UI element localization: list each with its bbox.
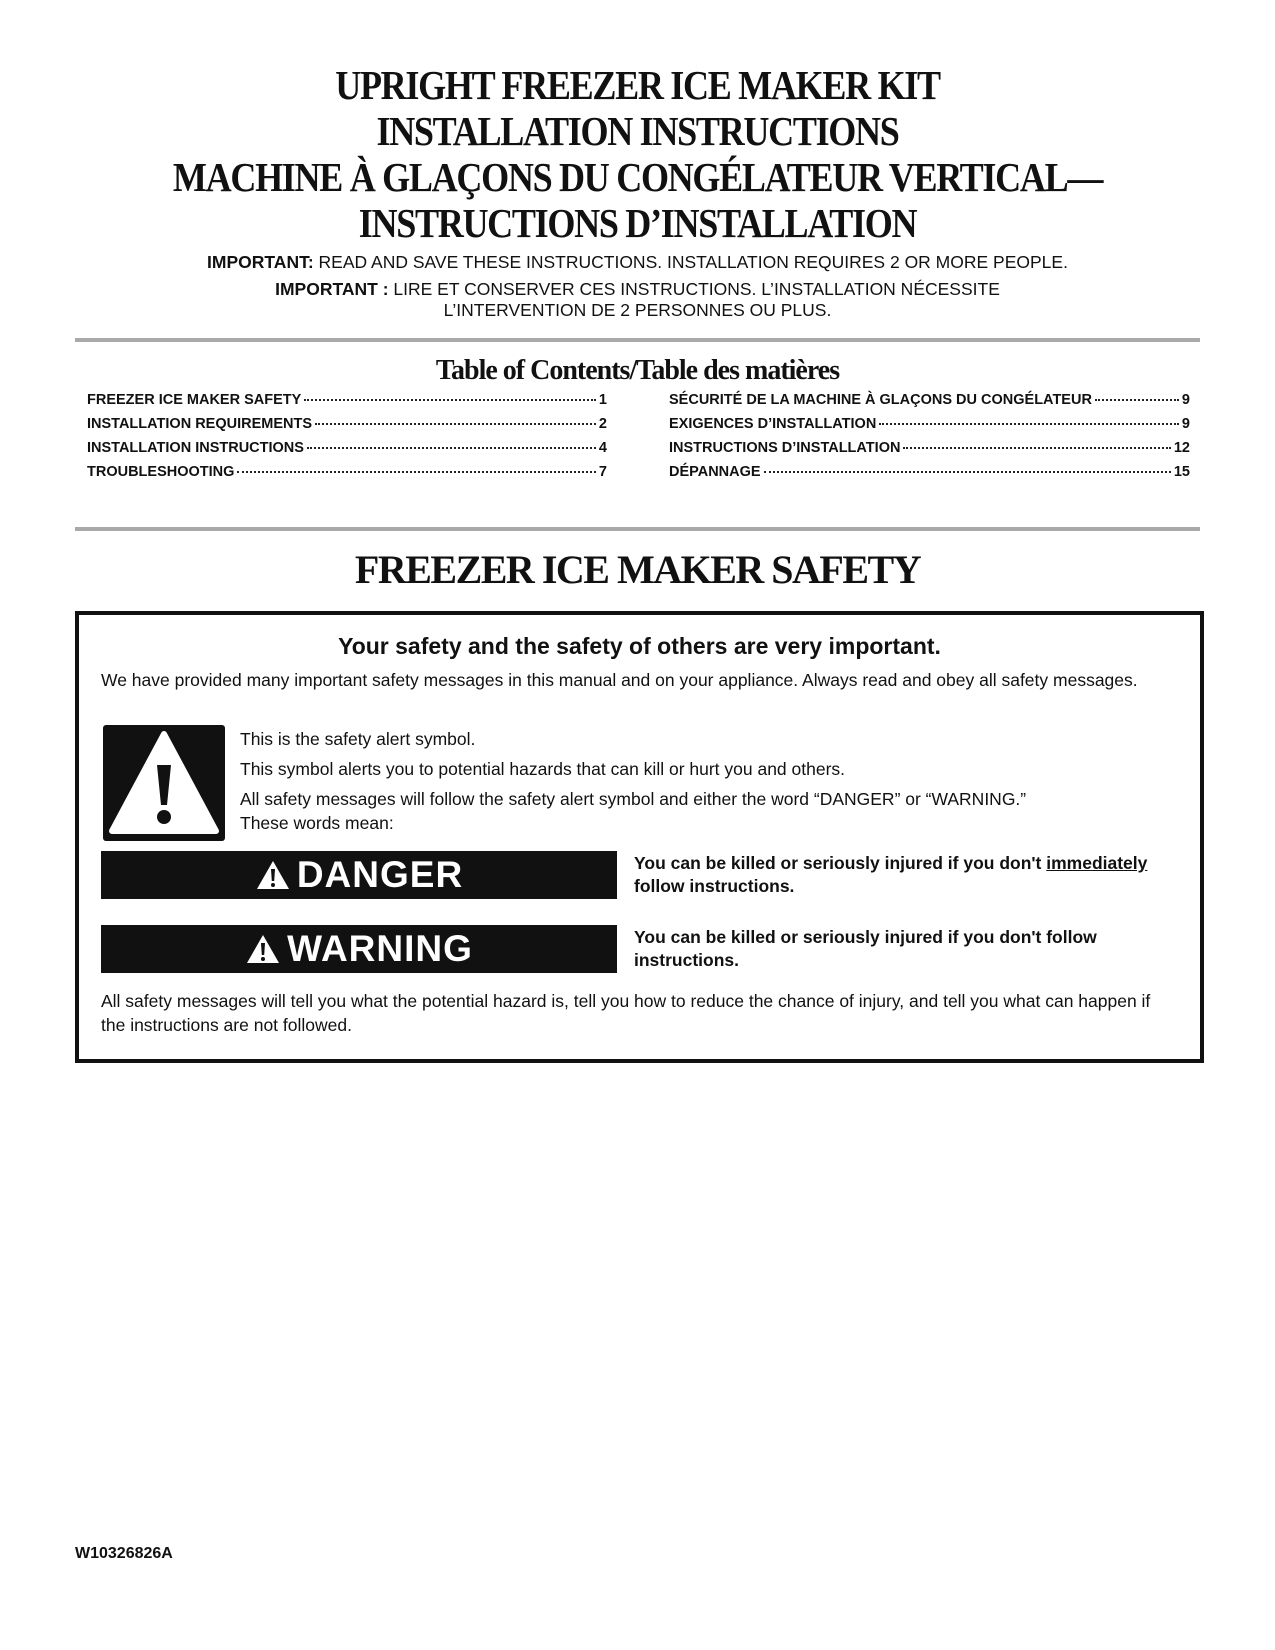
title-line-3: MACHINE À GLAÇONS DU CONGÉLATEUR VERTICAL— xyxy=(172,154,1103,200)
danger-desc-text-end: follow instructions. xyxy=(634,876,795,896)
important-label-en: IMPORTANT: xyxy=(207,252,314,272)
safety-alert-symbol-icon xyxy=(103,725,225,841)
toc-leader xyxy=(237,471,596,473)
toc-entry[interactable] xyxy=(87,464,607,488)
warning-description: You can be killed or seriously injured if you don't follow instructions. xyxy=(634,927,1097,970)
danger-desc-text: You can be killed or seriously injured if you don't xyxy=(634,853,1047,873)
section-title: FREEZER ICE MAKER SAFETY xyxy=(354,547,921,592)
safety-intro: We have provided many important safety messages in this manual and on your appliance. Always read and obey all safety messages. xyxy=(101,670,1138,690)
toc-entry-label: EXIGENCES D’INSTALLATION xyxy=(669,416,877,432)
toc-entry[interactable] xyxy=(87,392,607,416)
danger-signal-bar xyxy=(101,851,617,899)
toc-entry-label: TROUBLESHOOTING xyxy=(87,464,235,480)
toc-entry-page: 9 xyxy=(1181,392,1190,408)
toc-entry-page: 9 xyxy=(1181,416,1190,432)
toc-column-fr xyxy=(669,392,1190,488)
danger-alert-icon xyxy=(255,859,291,891)
alert-line: This is the safety alert symbol. xyxy=(240,729,476,749)
toc-entry-page: 4 xyxy=(598,440,607,456)
toc-entry-page: 2 xyxy=(598,416,607,432)
danger-description xyxy=(634,852,1179,898)
document-number: W10326826A xyxy=(75,1545,173,1562)
toc-entry[interactable] xyxy=(669,416,1190,440)
alert-triangle-icon xyxy=(103,725,225,841)
toc-entry-page: 15 xyxy=(1173,464,1190,480)
toc-entry[interactable] xyxy=(669,440,1190,464)
title-line-2: INSTALLATION INSTRUCTIONS xyxy=(376,108,899,154)
toc-entry-page: 12 xyxy=(1173,440,1190,456)
alert-line: This symbol alerts you to potential hazards that can kill or hurt you and others. xyxy=(240,759,846,779)
divider xyxy=(75,527,1200,531)
toc-leader xyxy=(315,423,596,425)
safety-footer: All safety messages will tell you what the potential hazard is, tell you how to reduce the chance of injury, and tell you what can happen if the instructions are not followed. xyxy=(101,991,1151,1035)
important-text-fr-line2: L’INTERVENTION DE 2 PERSONNES OU PLUS. xyxy=(443,300,832,320)
toc-entry[interactable] xyxy=(669,392,1190,416)
toc-entry-label: INSTRUCTIONS D’INSTALLATION xyxy=(669,440,901,456)
important-text-fr: LIRE ET CONSERVER CES INSTRUCTIONS. L’INSTALLATION NÉCESSITE xyxy=(388,279,1000,299)
toc-column-en xyxy=(87,392,607,488)
divider xyxy=(75,338,1200,342)
safety-alert-text xyxy=(240,727,1180,835)
alert-line: All safety messages will follow the safety alert symbol and either the word “DANGER” or “WARNING.” xyxy=(240,789,1027,809)
important-text-en: READ AND SAVE THESE INSTRUCTIONS. INSTALLATION REQUIRES 2 OR MORE PEOPLE. xyxy=(313,252,1068,272)
toc-leader xyxy=(764,471,1171,473)
important-notice-fr xyxy=(0,279,1275,321)
toc-leader xyxy=(879,423,1179,425)
toc-entry[interactable] xyxy=(669,464,1190,488)
document-title xyxy=(0,62,1275,246)
toc-leader xyxy=(304,399,596,401)
important-label-fr: IMPORTANT : xyxy=(275,279,389,299)
title-line-4: INSTRUCTIONS D’INSTALLATION xyxy=(358,200,917,246)
toc-title: Table of Contents/Table des matières xyxy=(435,355,840,386)
toc-leader xyxy=(1095,399,1179,401)
important-notice-en xyxy=(0,252,1275,273)
toc-entry-label: INSTALLATION INSTRUCTIONS xyxy=(87,440,304,456)
safety-heading: Your safety and the safety of others are very important. xyxy=(338,633,941,659)
toc-leader xyxy=(903,447,1170,449)
warning-label: WARNING xyxy=(287,928,473,969)
toc-entry-label: INSTALLATION REQUIREMENTS xyxy=(87,416,313,432)
toc-entry[interactable] xyxy=(87,416,607,440)
toc-entry-page: 7 xyxy=(598,464,607,480)
toc-entry-label: DÉPANNAGE xyxy=(669,464,761,480)
danger-label: DANGER xyxy=(296,854,464,895)
title-line-1: UPRIGHT FREEZER ICE MAKER KIT xyxy=(335,62,940,108)
toc-entry-label: SÉCURITÉ DE LA MACHINE À GLAÇONS DU CONGÉLATEUR xyxy=(669,392,1092,408)
warning-alert-icon xyxy=(245,933,281,965)
toc-leader xyxy=(307,447,596,449)
danger-desc-emphasis: immediately xyxy=(1046,853,1148,873)
alert-line: These words mean: xyxy=(240,813,394,833)
warning-signal-bar xyxy=(101,925,617,973)
toc-entry[interactable] xyxy=(87,440,607,464)
toc-entry-page: 1 xyxy=(598,392,607,408)
toc-entry-label: FREEZER ICE MAKER SAFETY xyxy=(87,392,302,408)
safety-box xyxy=(75,611,1204,1063)
